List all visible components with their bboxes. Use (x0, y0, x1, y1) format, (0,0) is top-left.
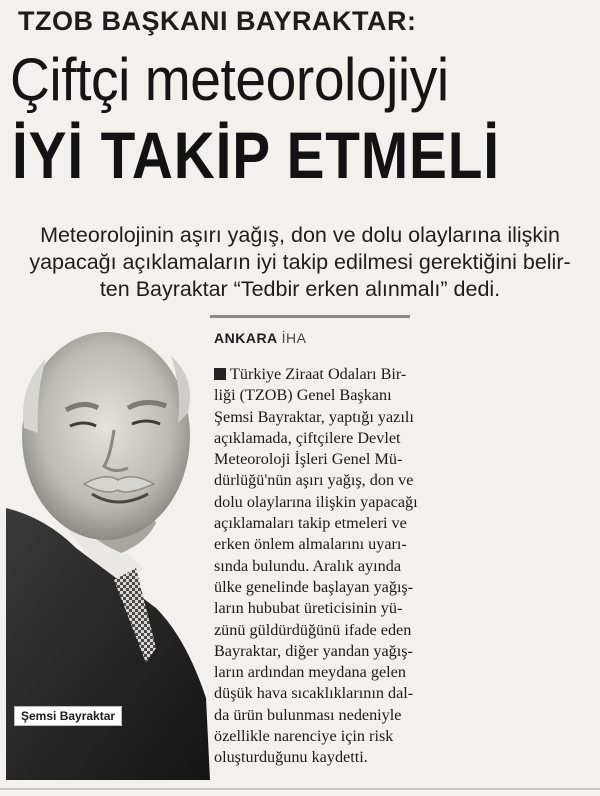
bottom-border (0, 788, 600, 790)
body-line: Türkiye Ziraat Odaları Bir- (230, 365, 407, 383)
paragraph-square-icon (214, 368, 226, 380)
byline-agency: İHA (281, 330, 307, 346)
photo-caption: Şemsi Bayraktar (14, 706, 122, 726)
body-line: ların hububat üreticisinin yü- (214, 599, 403, 618)
body-line: Meteoroloji İşleri Genel Mü- (214, 450, 403, 469)
body-line: dürlüğü'nün aşırı yağış, don ve (214, 471, 414, 490)
body-line: ların ardından meydana gelen (214, 663, 406, 682)
body-line: dolu olaylarına ilişkin yapacağı (214, 492, 418, 511)
byline-location: ANKARA (214, 330, 278, 346)
body-line: oluşturduğunu kaydetti. (214, 748, 368, 767)
body-first-line (214, 364, 464, 385)
body-line: erken önlem almalarını uyarı- (214, 535, 407, 554)
divider (210, 315, 410, 318)
headline-line-1: Çiftçi meteorolojiyi (10, 46, 449, 113)
body-line: sında bulundu. Aralık ayında (214, 556, 402, 575)
article-body (214, 364, 464, 769)
lead-line: yapacağı açıklamaların iyi takip edilmesi gerektiğini belir- (29, 250, 571, 274)
body-line: da ürün bulunması nedeniyle (214, 705, 402, 724)
lead-paragraph (14, 222, 586, 303)
lead-line: Meteorolojinin aşırı yağış, don ve dolu olaylarına ilişkin (40, 223, 560, 247)
body-line: açıklamaları takip etmeleri ve (214, 514, 407, 533)
body-line: düşük hava sıcaklıklarının dal- (214, 684, 414, 703)
body-line: ülke genelinde başlayan yağış- (214, 577, 414, 596)
body-line: özellikle narenciye için risk (214, 727, 394, 746)
headline-line-2: İYİ TAKİP ETMELİ (12, 118, 500, 192)
body-line: zünü güldürdüğünü ifade eden (214, 620, 412, 639)
body-line: Şemsi Bayraktar, yaptığı yazılı (214, 407, 414, 426)
body-line: açıklamada, çiftçilere Devlet (214, 428, 401, 447)
kicker: TZOB BAŞKANI BAYRAKTAR: (18, 6, 417, 36)
lead-line: ten Bayraktar “Tedbir erken alınmalı” dedi. (99, 277, 501, 301)
byline (214, 330, 307, 346)
body-line: Bayraktar, diğer yandan yağış- (214, 641, 413, 660)
body-line: liği (TZOB) Genel Başkanı (214, 386, 392, 405)
